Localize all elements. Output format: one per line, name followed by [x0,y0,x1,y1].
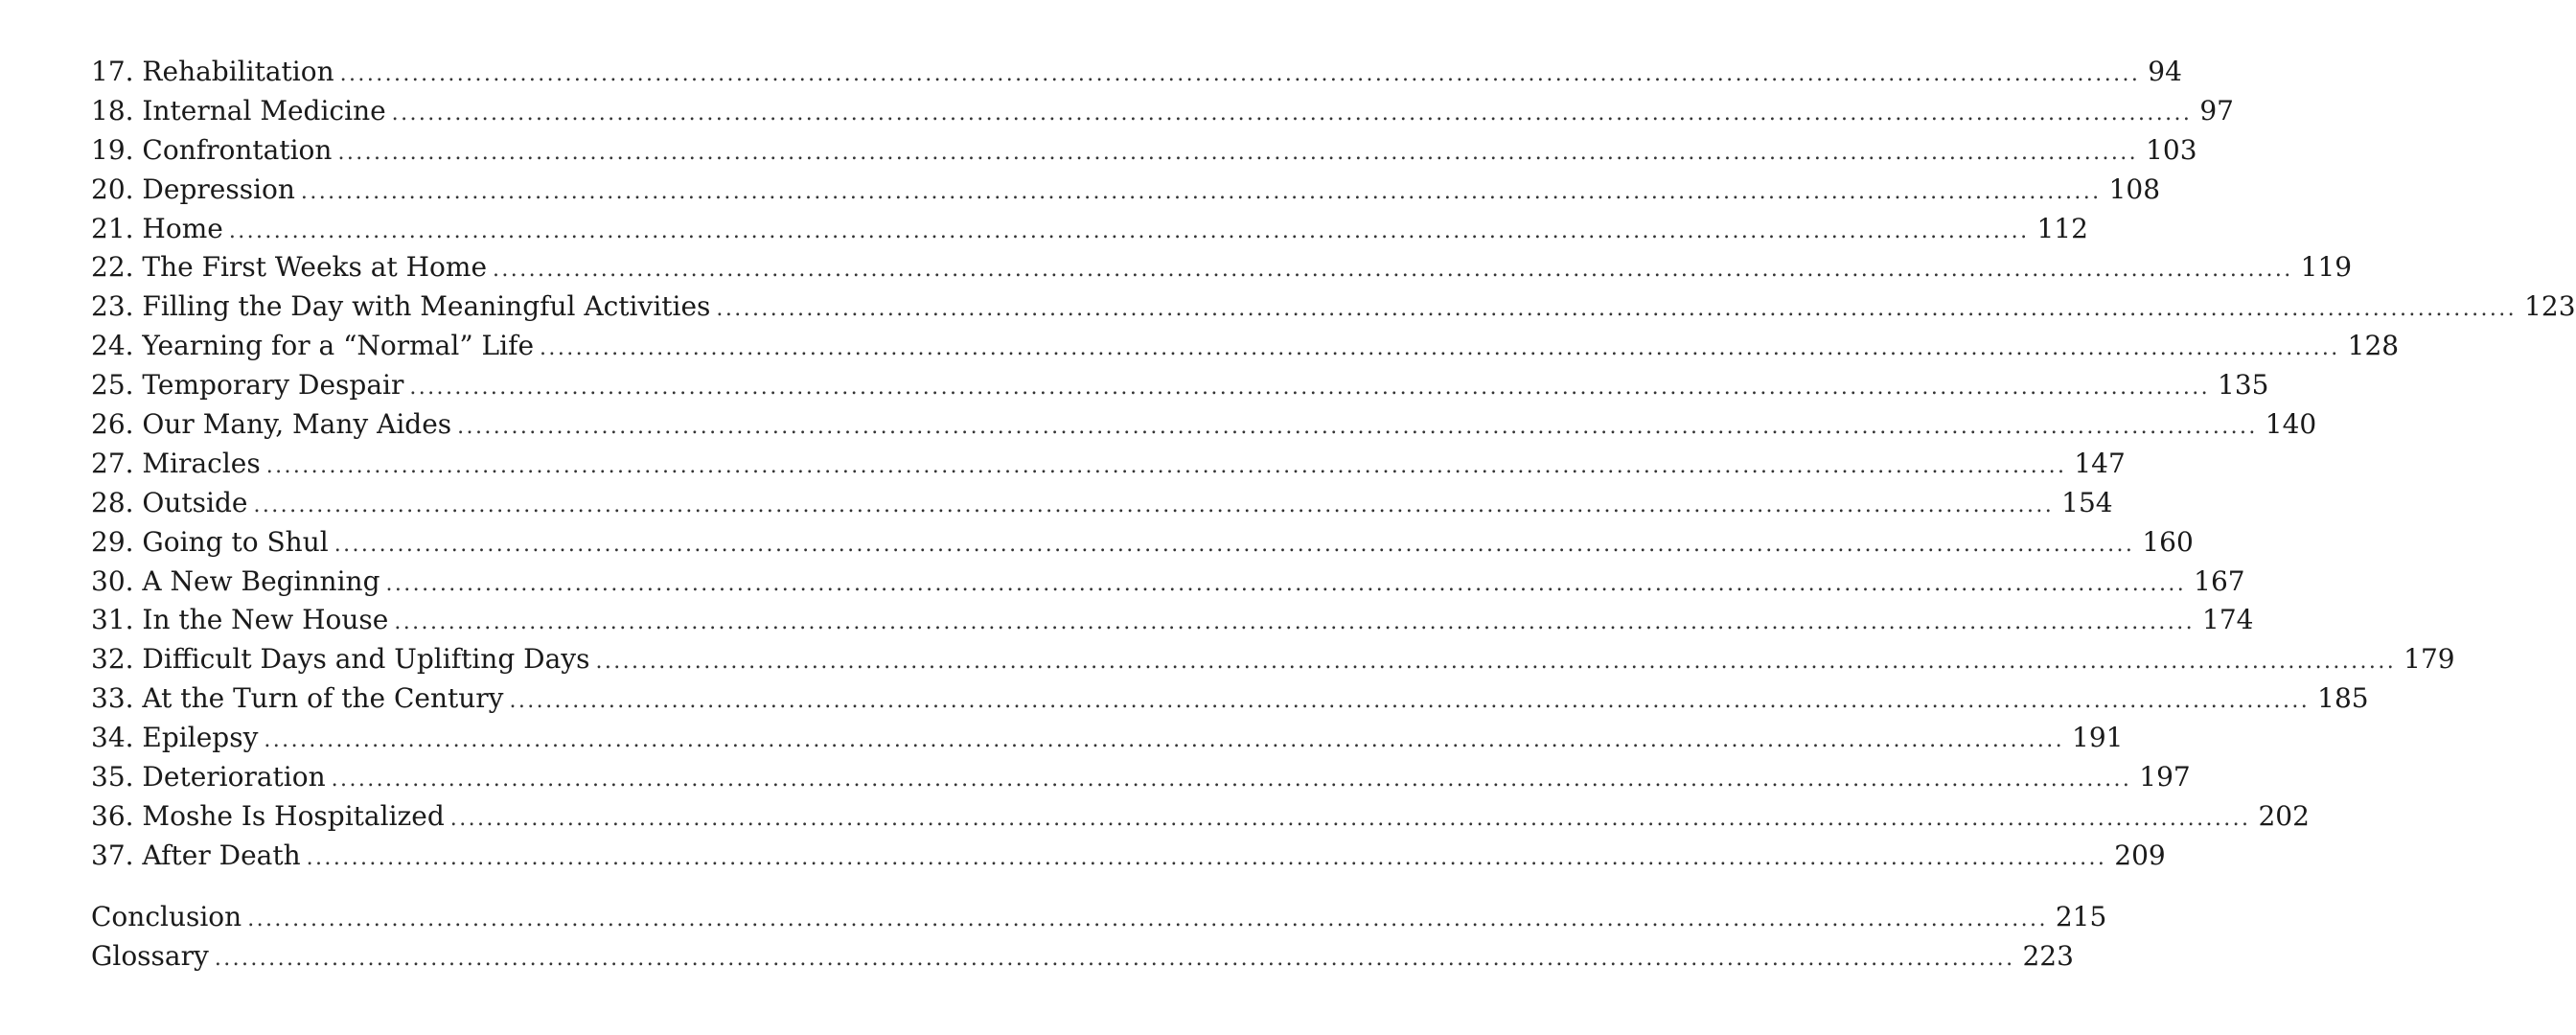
toc-leader-dots: ........................................................................................................................................................................................................ [509,689,2311,714]
toc-entry-page: 94 [2148,56,2182,87]
toc-entry-title: 35. Deterioration [91,761,326,794]
toc-entry-title: 22. The First Weeks at Home [91,251,488,284]
toc-entry-page: 154 [2061,486,2113,518]
toc-entry-title: 28. Outside [91,486,248,518]
toc-entry [91,601,2254,640]
toc-entry-page: 174 [2202,604,2254,636]
toc-entry-title: 31. In the New House [91,604,389,636]
toc-entry-title: 25. Temporary Despair [91,369,404,402]
toc-entry [91,797,2310,837]
toc-entry [91,445,2126,484]
toc-entry-title: 34. Epilepsy [91,722,259,754]
toc-leader-dots: ........................................................................................................................................................................................................ [716,297,2518,322]
toc-entry-title: 27. Miracles [91,447,261,479]
toc-entry [91,640,2455,679]
toc-entry [91,366,2269,405]
toc-leader-dots: ........................................................................................................................................................................................................ [449,806,2251,831]
toc-entry [91,248,2353,288]
toc-entry-page: 202 [2258,799,2310,832]
toc-entry [91,758,2191,797]
toc-leader-dots: ........................................................................................................................................................................................................ [339,62,2141,86]
toc-entry [91,523,2194,563]
toc-entry-title: 26. Our Many, Many Aides [91,408,452,441]
toc-entry-page: 160 [2142,525,2194,558]
toc-entry-page: 123 [2524,290,2576,323]
toc-entry [91,679,2369,719]
toc-leader-dots: ........................................................................................................................................................................................................ [214,946,2015,971]
toc-leader-dots: ........................................................................................................................................................................................................ [409,376,2211,401]
toc-entry-title: 20. Depression [91,172,295,205]
toc-entry [91,719,2124,758]
toc-entry-page: 119 [2300,251,2353,284]
toc-entry-page: 128 [2347,330,2400,362]
toc-entry-page: 197 [2139,761,2191,794]
toc-leader-dots: ........................................................................................................................................................................................................ [265,453,2067,478]
toc-back-matter-entry [91,937,2074,977]
toc-entry-title: 33. At the Turn of the Century [91,682,504,715]
toc-entry-title: 21. Home [91,212,223,244]
toc-back-matter-entry [91,898,2107,937]
toc-entry [91,563,2245,602]
toc-entry [91,92,2234,131]
toc-entry-title: 19. Confrontation [91,133,333,166]
toc-entry-title: 37. After Death [91,839,301,871]
toc-leader-dots: ........................................................................................................................................................................................................ [391,101,2193,126]
toc-entry [91,837,2166,876]
toc-leader-dots: ........................................................................................................................................................................................................ [457,415,2258,440]
toc-entry [91,53,2182,92]
toc-entry [91,327,2400,366]
toc-entry [91,405,2317,445]
toc-entry-title: 32. Difficult Days and Uplifting Days [91,643,590,676]
toc-entry [91,288,2576,327]
toc-leader-dots: ........................................................................................................................................................................................................ [228,218,2030,243]
toc-leader-dots: ........................................................................................................................................................................................................ [337,140,2139,165]
toc-entry-page: 103 [2146,133,2197,166]
toc-leader-dots: ........................................................................................................................................................................................................ [540,336,2340,361]
toc-entry-page: 140 [2265,408,2317,441]
toc-entry-title: 23. Filling the Day with Meaningful Activities [91,290,711,323]
toc-entry-page: 191 [2072,722,2124,754]
toc-entry-title: 30. A New Beginning [91,564,380,597]
toc-leader-dots: ........................................................................................................................................................................................................ [394,610,2196,635]
toc-leader-dots: ........................................................................................................................................................................................................ [595,650,2397,675]
toc-entry [91,484,2113,523]
toc-leader-dots: ........................................................................................................................................................................................................ [306,845,2107,870]
toc-entry-page: 97 [2199,94,2234,126]
toc-leader-dots: ........................................................................................................................................................................................................ [385,571,2187,596]
toc-entry-title: 17. Rehabilitation [91,56,334,87]
table-of-contents [91,53,2576,976]
toc-entry-page: 108 [2108,172,2161,205]
toc-leader-dots: ........................................................................................................................................................................................................ [300,179,2102,204]
toc-entry-page: 112 [2036,212,2088,244]
toc-entry-page: 215 [2055,900,2107,932]
toc-entry-title: 29. Going to Shul [91,525,329,558]
toc-entry-page: 167 [2194,564,2245,597]
toc-entry [91,131,2197,171]
toc-entry-page: 147 [2074,447,2126,479]
toc-entry-page: 223 [2022,939,2074,972]
toc-entry-title: 24. Yearning for a “Normal” Life [91,330,535,362]
toc-entry-page: 209 [2114,839,2166,871]
toc-entry-title: 18. Internal Medicine [91,94,386,126]
toc-leader-dots: ........................................................................................................................................................................................................ [247,907,2048,932]
toc-entry-page: 185 [2317,682,2369,715]
toc-leader-dots: ........................................................................................................................................................................................................ [331,768,2132,793]
toc-leader-dots: ........................................................................................................................................................................................................ [253,493,2055,518]
toc-entry [91,210,2088,249]
toc-entry-title: Glossary [91,939,209,972]
toc-entry [91,171,2161,210]
toc-leader-dots: ........................................................................................................................................................................................................ [334,532,2135,557]
toc-entry-page: 179 [2404,643,2455,676]
toc-entry-title: Conclusion [91,900,242,932]
toc-leader-dots: ........................................................................................................................................................................................................ [264,728,2065,753]
toc-leader-dots: ........................................................................................................................................................................................................ [493,258,2293,283]
toc-entry-page: 135 [2218,369,2269,402]
toc-entry-title: 36. Moshe Is Hospitalized [91,799,445,832]
